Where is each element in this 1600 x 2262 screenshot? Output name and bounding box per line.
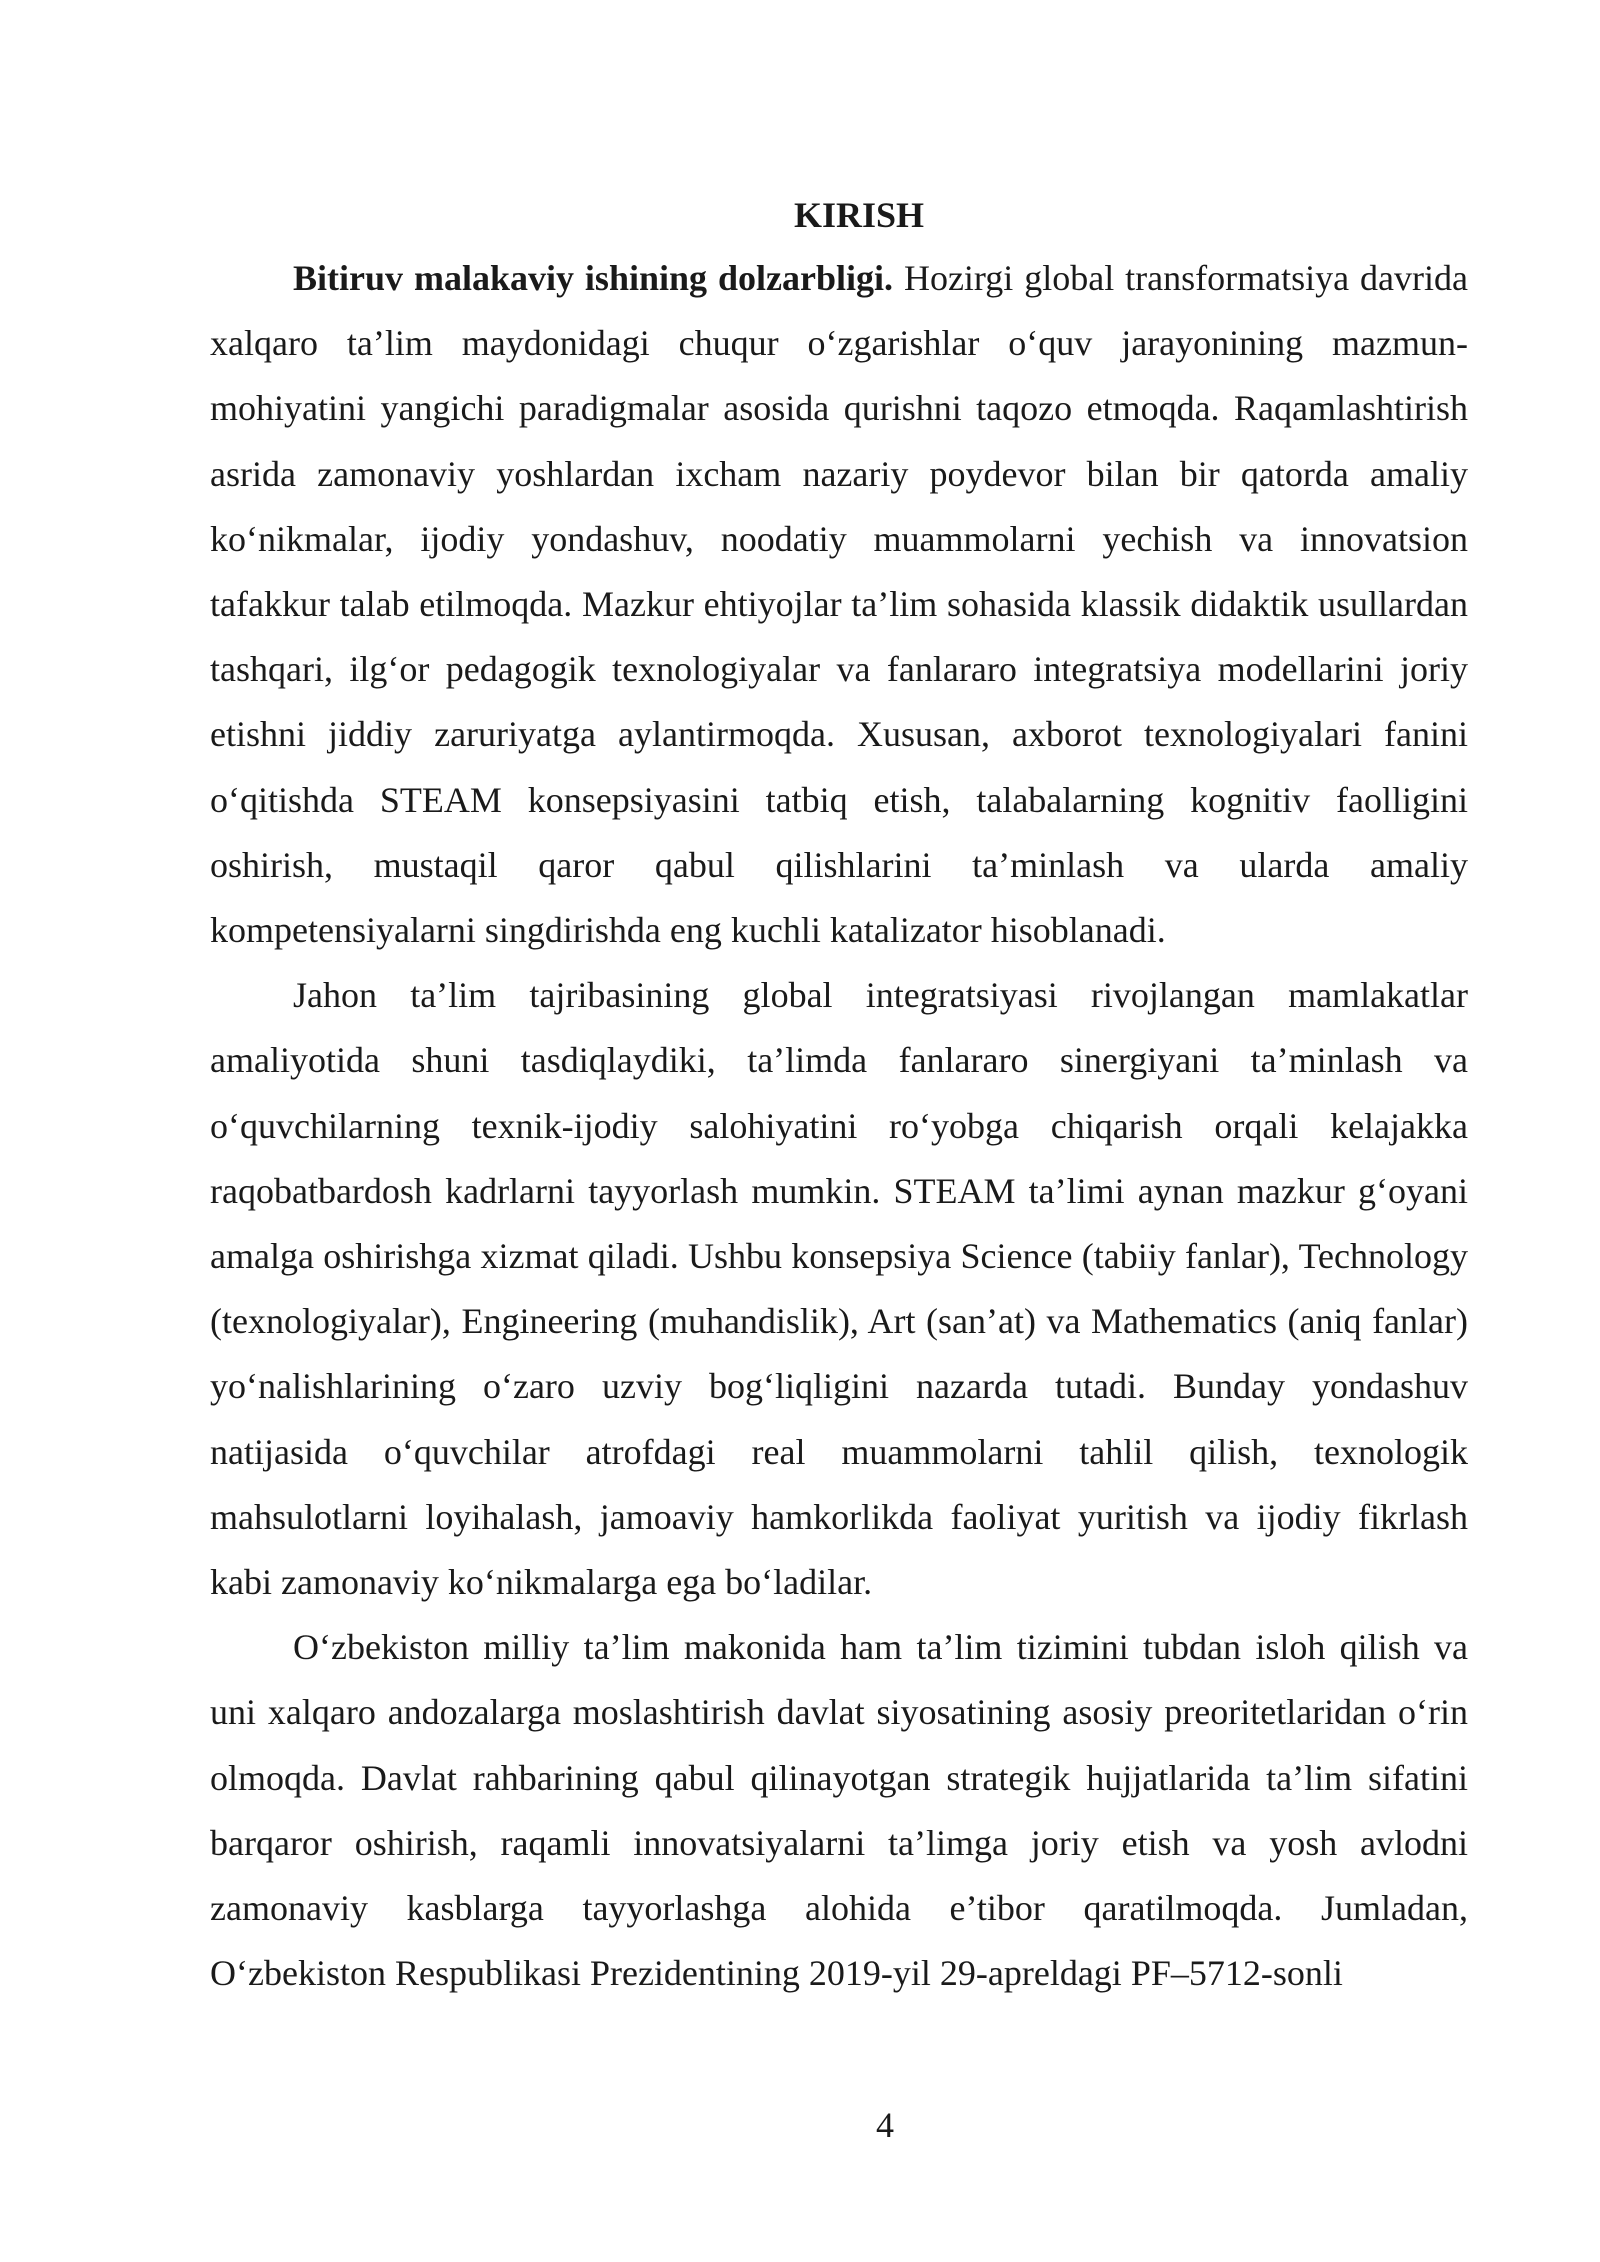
- page-number: 4: [876, 2105, 894, 2145]
- paragraph-text: Hozirgi global transformatsiya davrida xalqaro ta’lim maydonidagi chuqur o‘zgarishlar o‘quv jarayonining mazmun-mohiyatini yangichi paradigmalar asosida qurishni taqozo etmoqda. Raqamlashtirish asrida zamonaviy yoshlardan ixcham nazariy poydevor bilan bir qatorda amaliy ko‘nikmalar, ijodiy yondashuv, noodatiy muammolarni yechish va innovatsion tafakkur talab etilmoqda. Mazkur ehtiyojlar ta’lim sohasida klassik didaktik usullardan tashqari, ilg‘or pedagogik texnologiyalar va fanlararo integratsiya modellarini joriy etishni jiddiy zaruriyatga aylantirmoqda. Xususan, axborot texnologiyalari fanini o‘qitishda STEAM konsepsiyasini tatbiq etish, talabalarning kognitiv faolligini oshirish, mustaqil qaror qabul qilishlarini ta’minlash va ularda amaliy kompetensiyalarni singdirishda eng kuchli katalizator hisoblanadi.: [210, 258, 1468, 951]
- document-page: [210, 190, 1468, 2006]
- paragraph-relevance: [210, 246, 1468, 963]
- paragraph-text: O‘zbekiston milliy ta’lim makonida ham ta’lim tizimini tubdan isloh qilish va uni xalqaro andozalarga moslashtirish davlat siyosatining asosiy preoritetlaridan o‘rin olmoqda. Davlat rahbarining qabul qilinayotgan strategik hujjatlarida ta’lim sifatini barqaror oshirish, raqamli innovatsiyalarni ta’limga joriy etish va yosh avlodni zamonaviy kasblarga tayyorlashga alohida e’tibor qaratilmoqda. Jumladan, O‘zbekiston Respublikasi Prezidentining 2019-yil 29-apreldagi PF–5712-sonli: [210, 1627, 1468, 1994]
- paragraph-lead-bold: Bitiruv malakaviy ishining dolzarbligi.: [293, 258, 893, 298]
- paragraph-global-experience: [210, 963, 1468, 1615]
- paragraph-text: Jahon ta’lim tajribasining global integratsiyasi rivojlangan mamlakatlar amaliyotida shuni tasdiqlaydiki, ta’limda fanlararo sinergiyani ta’minlash va o‘quvchilarning texnik-ijodiy salohiyatini ro‘yobga chiqarish orqali kelajakka raqobatbardosh kadrlarni tayyorlash mumkin. STEAM ta’limi aynan mazkur g‘oyani amalga oshirishga xizmat qiladi. Ushbu konsepsiya Science (tabiiy fanlar), Technology (texnologiyalar), Engineering (muhandislik), Art (san’at) va Mathematics (aniq fanlar) yo‘nalishlarining o‘zaro uzviy bog‘liqligini nazarda tutadi. Bunday yondashuv natijasida o‘quvchilar atrofdagi real muammolarni tahlil qilish, texnologik mahsulotlarni loyihalash, jamoaviy hamkorlikda faoliyat yuritish va ijodiy fikrlash kabi zamonaviy ko‘nikmalarga ega bo‘ladilar.: [210, 975, 1468, 1603]
- paragraph-national-education: [210, 1615, 1468, 2006]
- section-heading: KIRISH: [793, 195, 925, 235]
